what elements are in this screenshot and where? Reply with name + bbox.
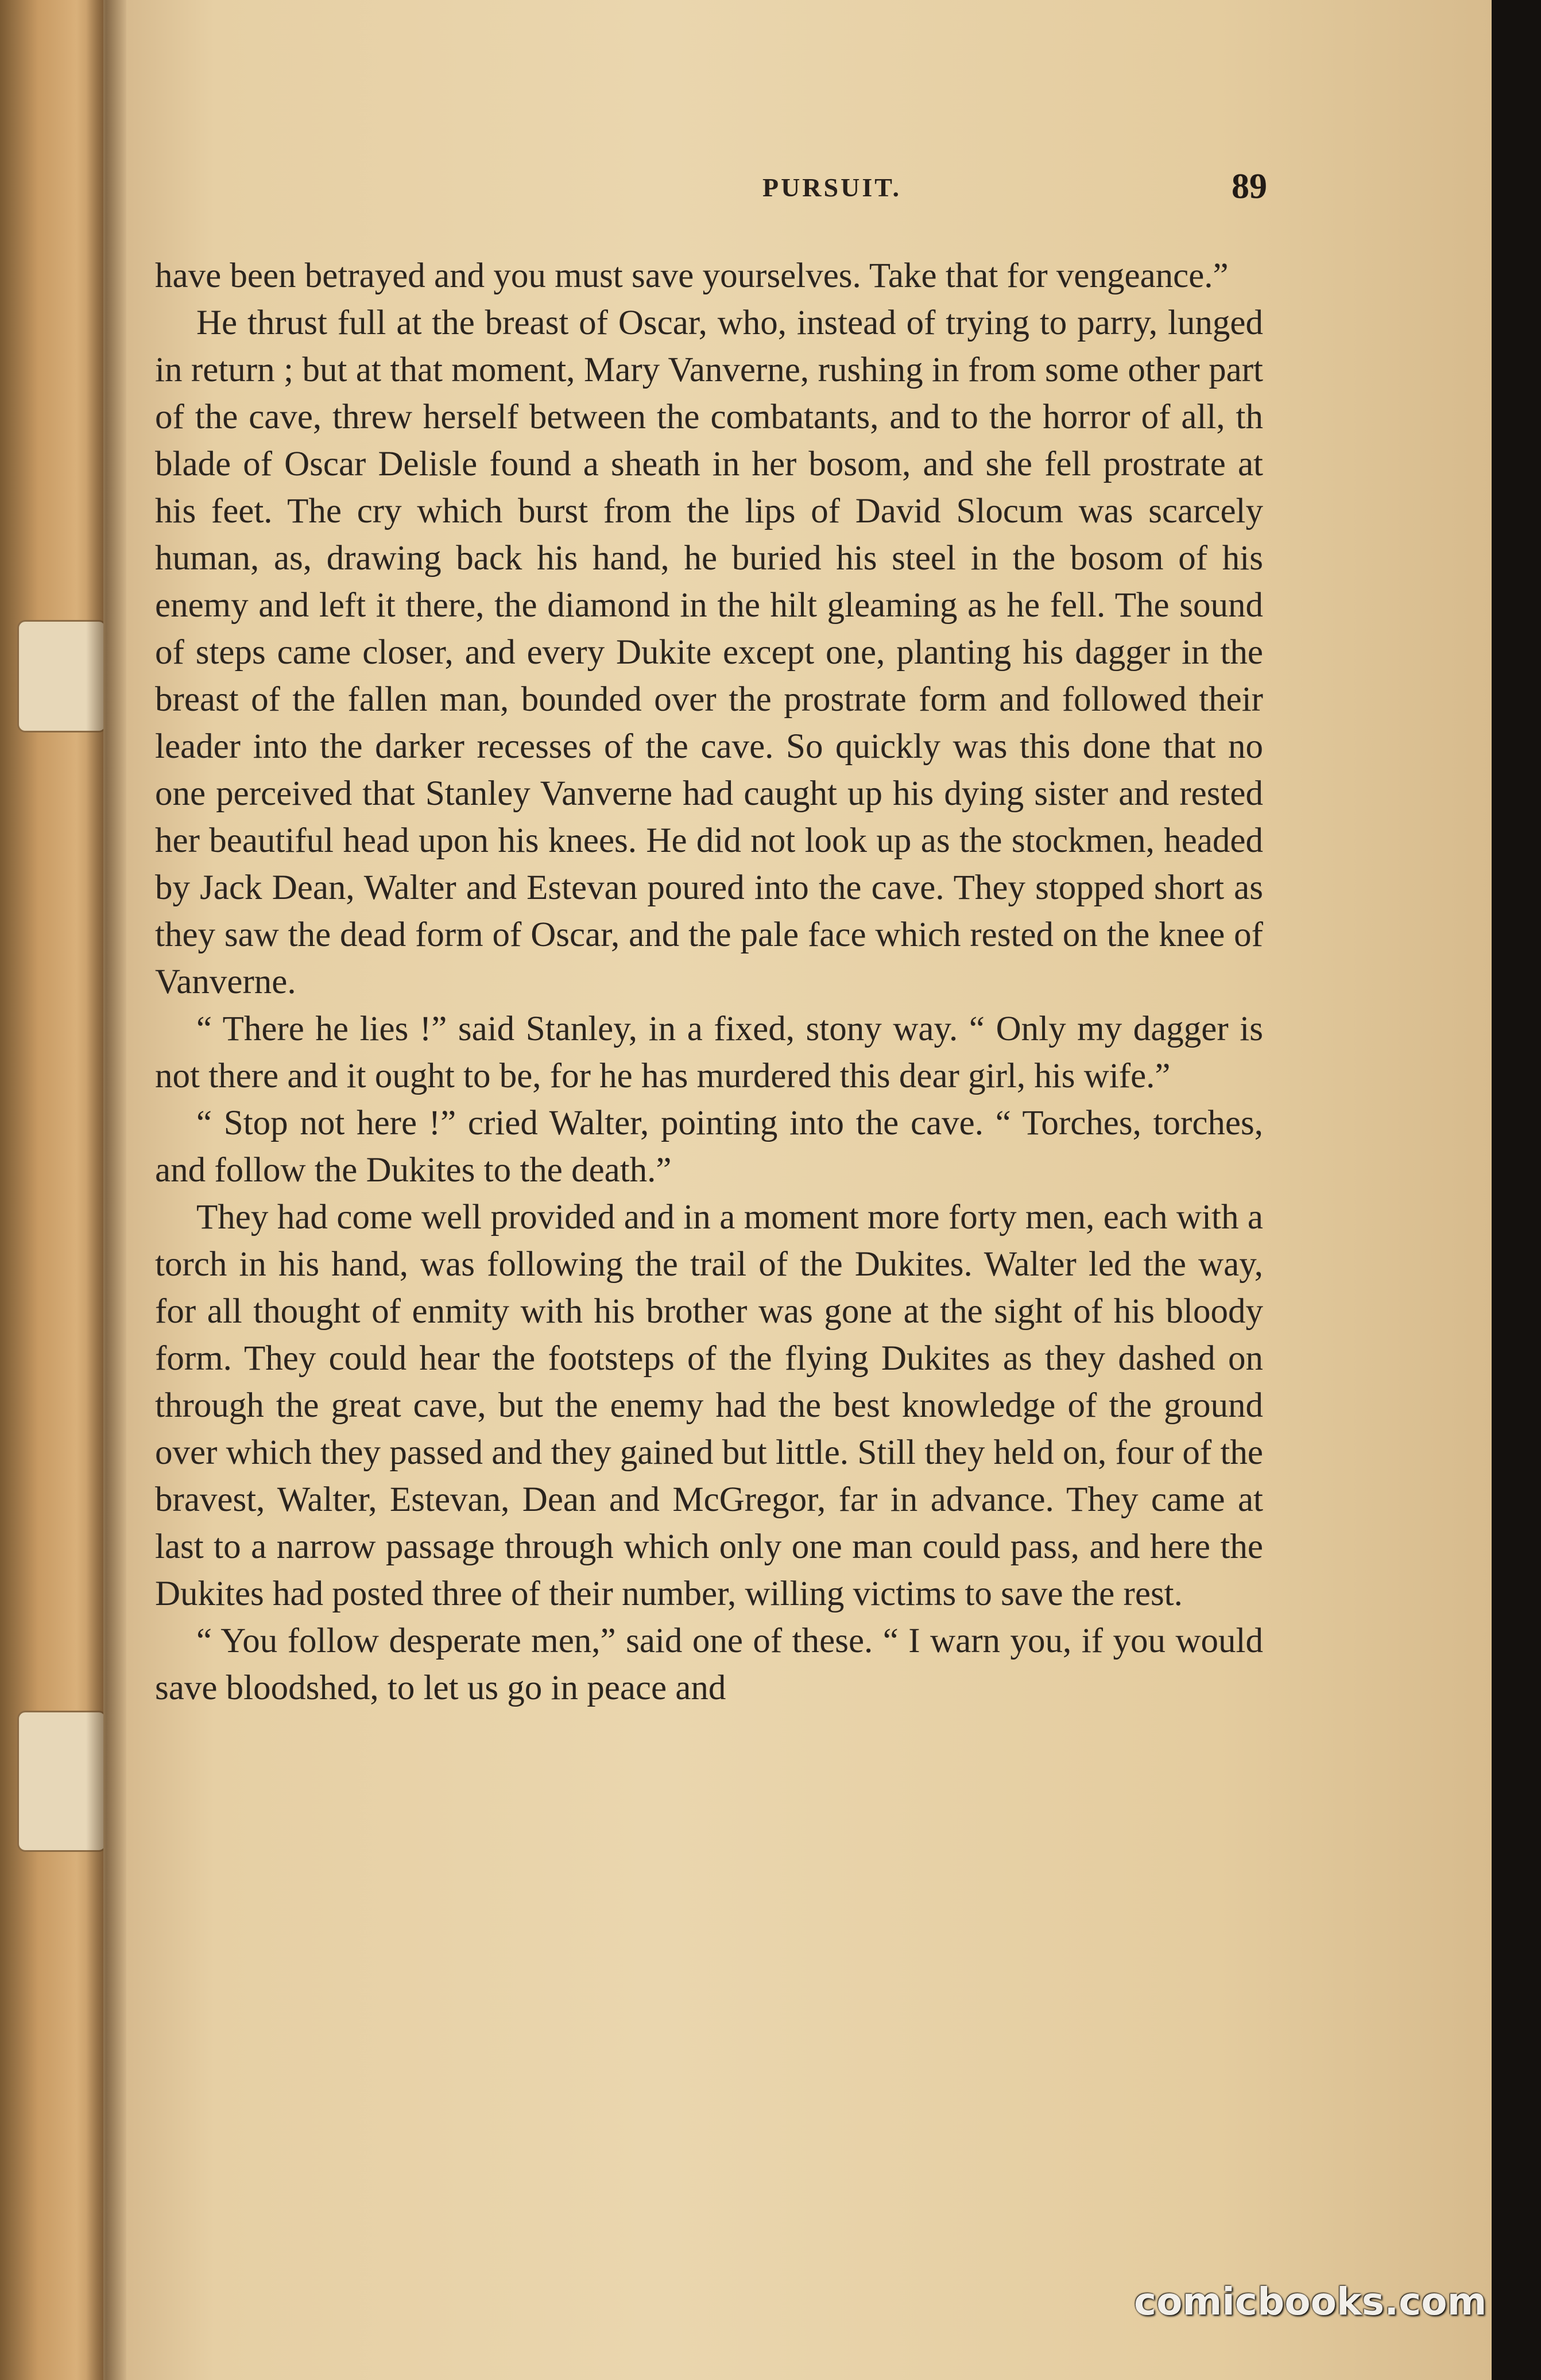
- book-page: [103, 0, 1492, 2380]
- running-head: [103, 166, 1492, 218]
- paragraph-2: He thrust full at the breast of Oscar, who, instead of trying to parry, lunged in return ; but at that moment, Mary Vanverne, rushing in from some other part of the cave, threw herself between the combatants, and to the horror of all, th blade of Oscar Delisle found a sheath in her bosom, and she fell prostrate at his feet. The cry which burst from the lips of David Slocum was scarcely human, as, drawing back his hand, he buried his steel in the bosom of his enemy and left it there, the diamond in the hilt gleaming as he fell. The sound of steps came closer, and every Dukite except one, planting his dagger in the breast of the fallen man, bounded over the prostrate form and followed their leader into the darker recesses of the cave. So quickly was this done that no one perceived that Stanley Vanverne had caught up his dying sister and rested her beautiful head upon his knees. He did not look up as the stockmen, headed by Jack Dean, Walter and Estevan poured into the cave. They stopped short as they saw the dead form of Oscar, and the pale face which rested on the knee of Vanverne.: [155, 304, 1263, 1001]
- page-gutter-shadow: [86, 0, 126, 2380]
- watermark: comicbooks.com: [1134, 2280, 1487, 2324]
- paragraph-6: “ You follow desperate men,” said one of these. “ I warn you, if you would save bloodshed, to let us go in peace and: [155, 1622, 1263, 1707]
- paragraph-1: have been betrayed and you must save yourselves. Take that for vengeance.”: [155, 257, 1229, 295]
- running-head-title: PURSUIT.: [762, 173, 901, 202]
- page-number: 89: [1232, 167, 1267, 206]
- dark-background-edge: [1492, 0, 1541, 2380]
- paragraph-3: “ There he lies !” said Stanley, in a fixed, stony way. “ Only my dagger is not there and it ought to be, for he has murdered this dear girl, his wife.”: [155, 1010, 1263, 1095]
- paragraph-5: They had come well provided and in a moment more forty men, each with a torch in his hand, was following the trail of the Dukites. Walter led the way, for all thought of enmity with his brother was gone at the sight of his bloody form. They could hear the footsteps of the flying Dukites as they dashed on through the great cave, but the enemy had the best knowledge of the ground over which they passed and they gained but little. Still they held on, four of the bravest, Walter, Estevan, Dean and McGregor, far in advance. They came at last to a narrow passage through which only one man could pass, and here the Dukites had posted three of their number, willing victims to save the rest.: [155, 1198, 1263, 1613]
- paragraph-4: “ Stop not here !” cried Walter, pointing into the cave. “ Torches, torches, and follow the Dukites to the death.”: [155, 1104, 1263, 1189]
- body-text: [155, 253, 1263, 1712]
